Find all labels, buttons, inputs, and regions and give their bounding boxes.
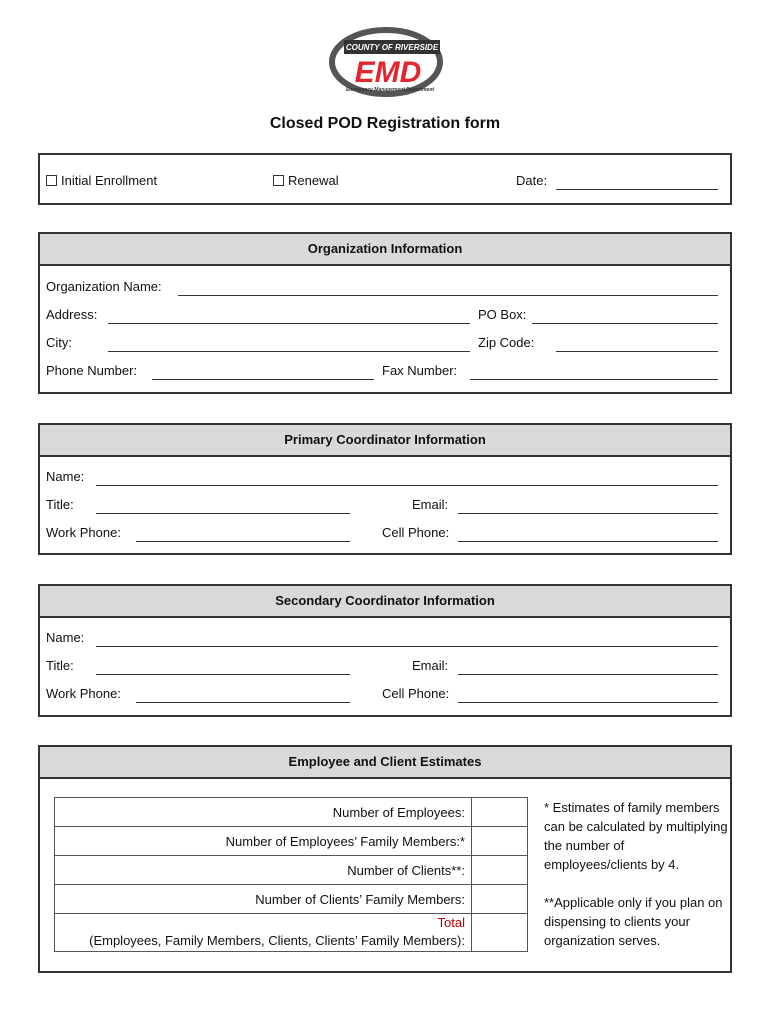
clients-applicable-note: **Applicable only if you plan on dispensing to clients your organization serves. — [544, 895, 723, 948]
initial-enrollment-label: Initial Enrollment — [61, 173, 158, 188]
primary-email-field[interactable] — [458, 513, 718, 514]
address-label: Address: — [46, 307, 98, 322]
secondary-title-field[interactable] — [96, 674, 350, 675]
logo — [328, 22, 444, 98]
client-family-input[interactable] — [472, 885, 528, 914]
client-family-label: Number of Clients’ Family Members: — [55, 885, 472, 914]
checkbox-icon[interactable] — [46, 175, 57, 186]
org-name-field[interactable] — [178, 295, 718, 296]
initial-enrollment-checkbox[interactable] — [46, 173, 157, 188]
renewal-label: Renewal — [288, 173, 339, 188]
table-row — [55, 798, 528, 827]
primary-coordinator-section — [38, 423, 732, 555]
table-row — [55, 827, 528, 856]
phone-field[interactable] — [152, 379, 374, 380]
secondary-coordinator-section — [38, 584, 732, 717]
secondary-name-label: Name: — [46, 630, 85, 645]
estimates-header: Employee and Client Estimates — [40, 747, 730, 779]
secondary-work-phone-label: Work Phone: — [46, 686, 121, 701]
family-estimate-note: * Estimates of family members can be calculated by multiplying the number of employees/clients by 4. — [544, 800, 728, 872]
enrollment-row — [38, 153, 732, 205]
city-label: City: — [46, 335, 72, 350]
date-field[interactable] — [556, 189, 718, 190]
renewal-checkbox[interactable] — [273, 173, 339, 188]
fax-label: Fax Number: — [382, 363, 458, 378]
secondary-header: Secondary Coordinator Information — [40, 586, 730, 618]
clients-label: Number of Clients**: — [55, 856, 472, 885]
primary-email-label: Email: — [412, 497, 449, 512]
zip-field[interactable] — [556, 351, 718, 352]
logo-sub-text: Emergency Management Department — [345, 87, 435, 93]
emd-logo-mark — [328, 22, 444, 98]
secondary-cell-phone-label: Cell Phone: — [382, 686, 450, 701]
employees-input[interactable] — [472, 798, 528, 827]
checkbox-icon[interactable] — [273, 175, 284, 186]
organization-header: Organization Information — [40, 234, 730, 266]
logo-top-text: COUNTY OF RIVERSIDE — [345, 43, 439, 52]
po-box-field[interactable] — [532, 323, 718, 324]
table-row — [55, 856, 528, 885]
primary-title-field[interactable] — [96, 513, 350, 514]
table-row — [55, 914, 528, 952]
secondary-cell-phone-field[interactable] — [458, 702, 718, 703]
total-label — [55, 914, 472, 952]
estimates-table — [54, 797, 528, 952]
employee-family-label: Number of Employees’ Family Members:* — [55, 827, 472, 856]
secondary-name-field[interactable] — [96, 646, 718, 647]
primary-name-label: Name: — [46, 469, 85, 484]
total-word: Total — [437, 915, 465, 930]
city-field[interactable] — [108, 351, 470, 352]
clients-input[interactable] — [472, 856, 528, 885]
logo-main-text: EMD — [354, 56, 422, 89]
secondary-work-phone-field[interactable] — [136, 702, 350, 703]
primary-work-phone-field[interactable] — [136, 541, 350, 542]
primary-header: Primary Coordinator Information — [40, 425, 730, 457]
phone-label: Phone Number: — [46, 363, 138, 378]
address-field[interactable] — [108, 323, 470, 324]
primary-work-phone-label: Work Phone: — [46, 525, 121, 540]
date-label: Date: — [516, 173, 548, 188]
employees-label: Number of Employees: — [55, 798, 472, 827]
secondary-email-field[interactable] — [458, 674, 718, 675]
primary-title-label: Title: — [46, 497, 74, 512]
org-name-label: Organization Name: — [46, 279, 162, 294]
secondary-title-label: Title: — [46, 658, 74, 673]
employee-family-input[interactable] — [472, 827, 528, 856]
fax-field[interactable] — [470, 379, 718, 380]
secondary-email-label: Email: — [412, 658, 449, 673]
organization-section — [38, 232, 732, 394]
primary-cell-phone-label: Cell Phone: — [382, 525, 450, 540]
primary-cell-phone-field[interactable] — [458, 541, 718, 542]
total-input[interactable] — [472, 914, 528, 952]
primary-name-field[interactable] — [96, 485, 718, 486]
zip-label: Zip Code: — [478, 335, 535, 350]
form-title: Closed POD Registration form — [269, 115, 501, 132]
table-row — [55, 885, 528, 914]
total-detail: (Employees, Family Members, Clients, Clients’ Family Members): — [89, 933, 465, 948]
po-box-label: PO Box: — [478, 307, 527, 322]
